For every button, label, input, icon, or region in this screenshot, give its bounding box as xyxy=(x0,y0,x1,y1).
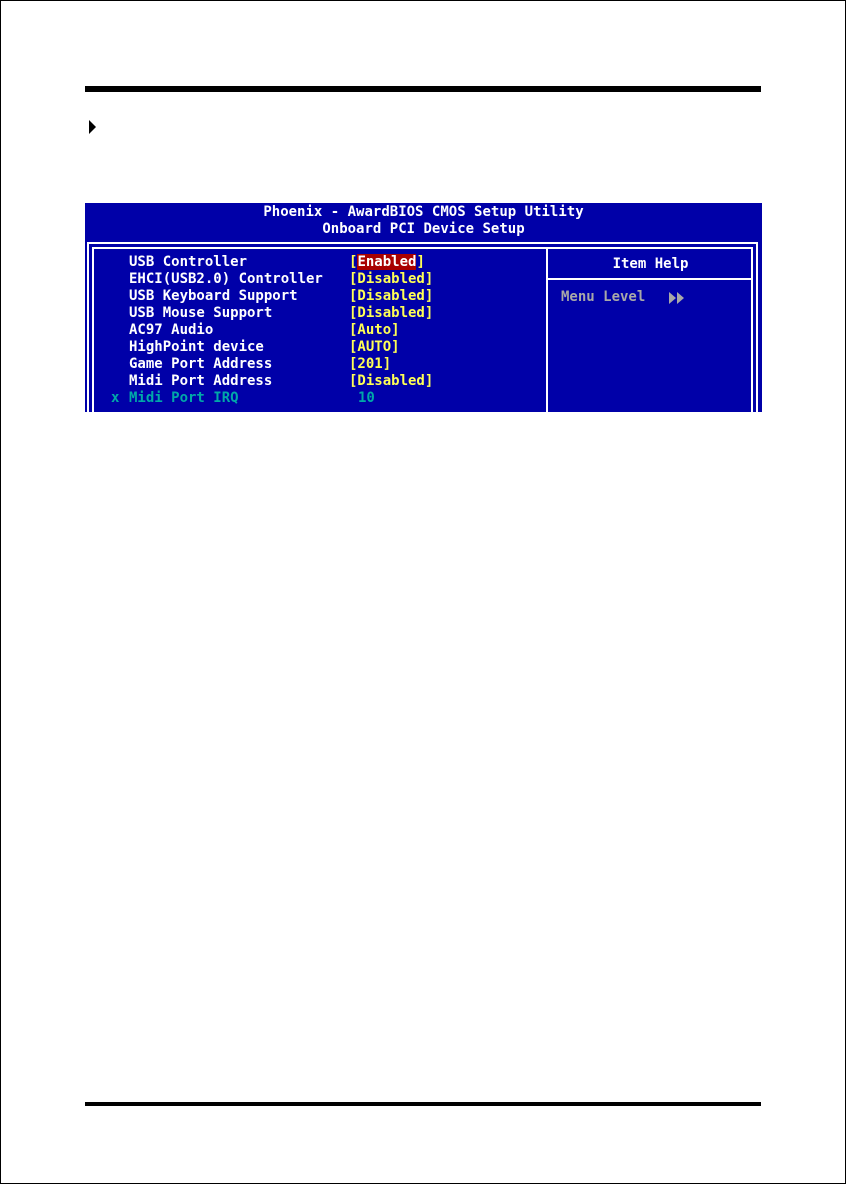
setting-usb-keyboard-support[interactable] xyxy=(85,288,545,305)
settings-list xyxy=(85,254,545,407)
bios-title: Phoenix - AwardBIOS CMOS Setup Utility xyxy=(263,204,584,220)
menu-level-label: Menu Level xyxy=(561,289,646,305)
selected-value-highlight[interactable]: Enabled xyxy=(357,254,417,270)
setting-value[interactable]: [Disabled] xyxy=(349,373,434,389)
setting-value[interactable]: [AUTO] xyxy=(349,339,400,355)
setting-midi-port-address[interactable] xyxy=(85,373,545,390)
setting-value[interactable]: [Disabled] xyxy=(349,288,434,304)
setting-game-port-address[interactable] xyxy=(85,356,545,373)
setting-value[interactable]: [Disabled] xyxy=(349,305,434,321)
item-help-title: Item Help xyxy=(612,256,689,272)
setting-label: HighPoint device xyxy=(129,339,264,355)
setting-value[interactable]: [Auto] xyxy=(349,322,400,338)
section-bullet-icon xyxy=(89,120,96,134)
setting-label: USB Mouse Support xyxy=(129,305,273,321)
setting-label: Midi Port Address xyxy=(129,373,273,389)
disabled-mark: x xyxy=(111,390,120,406)
setting-usb-controller[interactable] xyxy=(85,254,545,271)
bios-setup-screen xyxy=(85,203,762,412)
header-rule xyxy=(85,86,761,92)
setting-usb-mouse-support[interactable] xyxy=(85,305,545,322)
setting-label: AC97 Audio xyxy=(129,322,214,338)
setting-value[interactable]: [Enabled] xyxy=(349,254,425,270)
help-title-divider xyxy=(548,278,753,280)
footer-rule xyxy=(85,1102,761,1106)
setting-label: Midi Port IRQ xyxy=(129,390,239,406)
setting-label: Game Port Address xyxy=(129,356,273,372)
setting-value[interactable]: [Disabled] xyxy=(349,271,434,287)
setting-value: 10 xyxy=(358,390,375,406)
bios-header xyxy=(85,203,762,243)
setting-label: USB Keyboard Support xyxy=(129,288,298,304)
setting-highpoint-device[interactable] xyxy=(85,339,545,356)
bios-subtitle: Onboard PCI Device Setup xyxy=(322,221,525,237)
setting-label: EHCI(USB2.0) Controller xyxy=(129,271,323,287)
setting-ehci-controller[interactable] xyxy=(85,271,545,288)
setting-label: USB Controller xyxy=(129,254,248,270)
setting-value[interactable]: [201] xyxy=(349,356,392,372)
setting-ac97-audio[interactable] xyxy=(85,322,545,339)
setting-midi-port-irq xyxy=(85,390,545,407)
double-right-arrow-icon xyxy=(669,292,689,304)
